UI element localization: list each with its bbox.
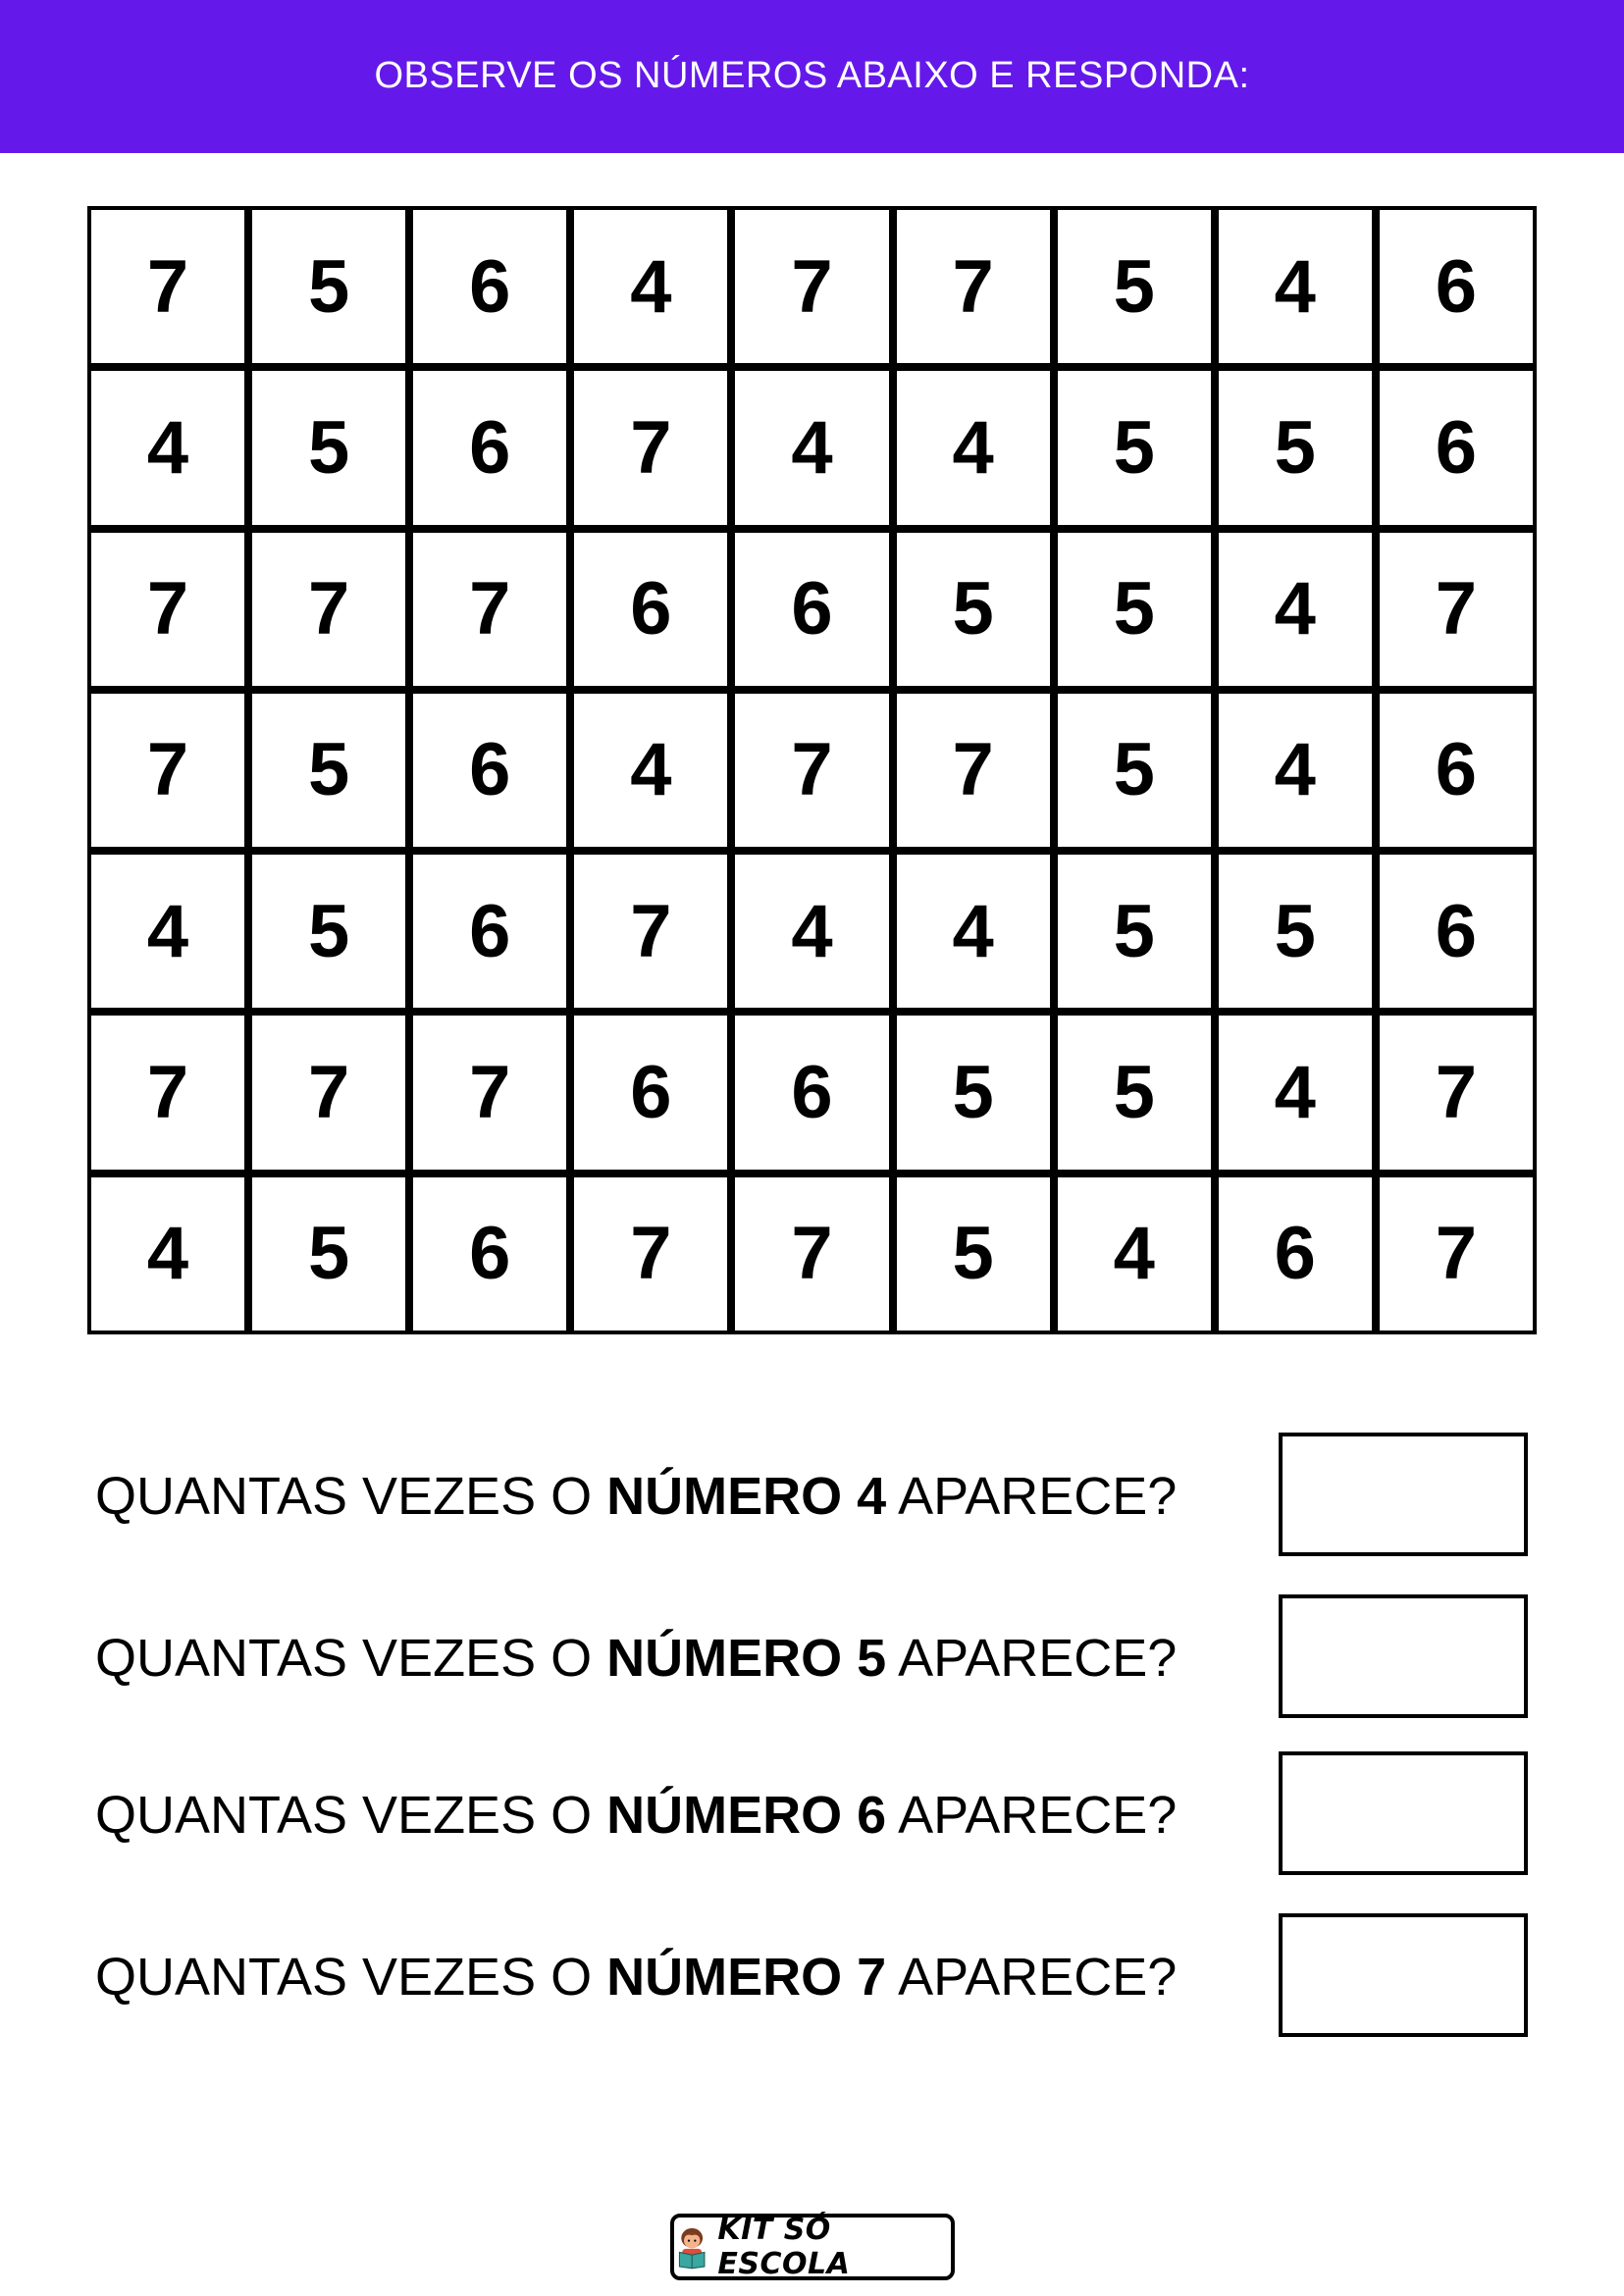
grid-cell: 7 [897,210,1050,363]
question-text: QUANTAS VEZES O NÚMERO 4 APARECE? [95,1467,1178,1526]
grid-cell: 7 [91,533,244,686]
grid-cell: 6 [1380,210,1533,363]
page-title: OBSERVE OS NÚMEROS ABAIXO E RESPONDA: [374,54,1250,96]
question-text: QUANTAS VEZES O NÚMERO 7 APARECE? [95,1948,1178,2007]
answer-box-4[interactable] [1279,1433,1528,1556]
grid-cell: 4 [897,855,1050,1008]
grid-cell: 5 [252,210,405,363]
grid-cell: 6 [574,533,727,686]
grid-cell: 4 [1219,533,1372,686]
grid-cell: 6 [1380,694,1533,847]
grid-cell: 7 [574,855,727,1008]
grid-cell: 4 [1058,1177,1211,1331]
grid-cell: 5 [897,1016,1050,1169]
brand-logo [670,2214,955,2280]
grid-cell: 6 [1219,1177,1372,1331]
grid-cell: 7 [897,694,1050,847]
answer-box-7[interactable] [1279,1913,1528,2037]
grid-cell: 7 [413,533,566,686]
grid-cell: 7 [574,371,727,524]
answer-box-6[interactable] [1279,1751,1528,1875]
grid-cell: 4 [91,1177,244,1331]
grid-cell: 6 [574,1016,727,1169]
grid-cell: 6 [1380,855,1533,1008]
grid-cell: 4 [1219,1016,1372,1169]
grid-cell: 7 [1380,533,1533,686]
grid-cell: 4 [897,371,1050,524]
grid-cell: 7 [1380,1177,1533,1331]
grid-cell: 4 [91,371,244,524]
grid-cell: 6 [413,371,566,524]
page-header [0,0,1624,153]
grid-cell: 5 [252,855,405,1008]
grid-cell: 6 [413,210,566,363]
question-row-4 [95,1433,1538,1560]
grid-cell: 4 [735,855,888,1008]
grid-cell: 5 [1219,371,1372,524]
grid-cell: 5 [1058,694,1211,847]
grid-cell: 7 [735,210,888,363]
question-text: QUANTAS VEZES O NÚMERO 6 APARECE? [95,1786,1178,1845]
grid-cell: 7 [735,694,888,847]
grid-cell: 4 [574,210,727,363]
grid-cell: 5 [897,1177,1050,1331]
question-row-7 [95,1913,1538,2041]
grid-cell: 7 [91,694,244,847]
grid-cell: 7 [574,1177,727,1331]
grid-cell: 5 [1058,533,1211,686]
grid-cell: 6 [413,855,566,1008]
grid-cell: 5 [1219,855,1372,1008]
grid-cell: 6 [735,533,888,686]
child-reading-book-icon [674,2223,709,2270]
grid-cell: 6 [1380,371,1533,524]
brand-name: KIT SÓ ESCOLA [717,2213,851,2281]
question-number-label: NÚMERO 6 [606,1786,887,1845]
answer-box-5[interactable] [1279,1594,1528,1718]
grid-cell: 7 [413,1016,566,1169]
grid-cell: 6 [735,1016,888,1169]
grid-cell: 5 [1058,855,1211,1008]
grid-cell: 7 [252,533,405,686]
question-row-6 [95,1751,1538,1879]
grid-cell: 7 [735,1177,888,1331]
grid-cell: 5 [1058,210,1211,363]
number-grid [87,206,1537,1334]
question-number-label: NÚMERO 5 [606,1629,887,1688]
grid-cell: 5 [897,533,1050,686]
grid-cell: 4 [574,694,727,847]
grid-cell: 6 [413,694,566,847]
grid-cell: 4 [1219,210,1372,363]
grid-cell: 5 [252,1177,405,1331]
grid-cell: 4 [1219,694,1372,847]
question-row-5 [95,1594,1538,1722]
grid-cell: 7 [91,210,244,363]
grid-cell: 7 [1380,1016,1533,1169]
grid-cell: 5 [1058,371,1211,524]
grid-cell: 4 [735,371,888,524]
grid-cell: 7 [252,1016,405,1169]
question-number-label: NÚMERO 7 [606,1948,887,2007]
grid-cell: 6 [413,1177,566,1331]
question-text: QUANTAS VEZES O NÚMERO 5 APARECE? [95,1629,1178,1688]
grid-cell: 4 [91,855,244,1008]
grid-cell: 7 [91,1016,244,1169]
grid-cell: 5 [252,694,405,847]
grid-cell: 5 [1058,1016,1211,1169]
question-number-label: NÚMERO 4 [606,1467,887,1526]
grid-cell: 5 [252,371,405,524]
